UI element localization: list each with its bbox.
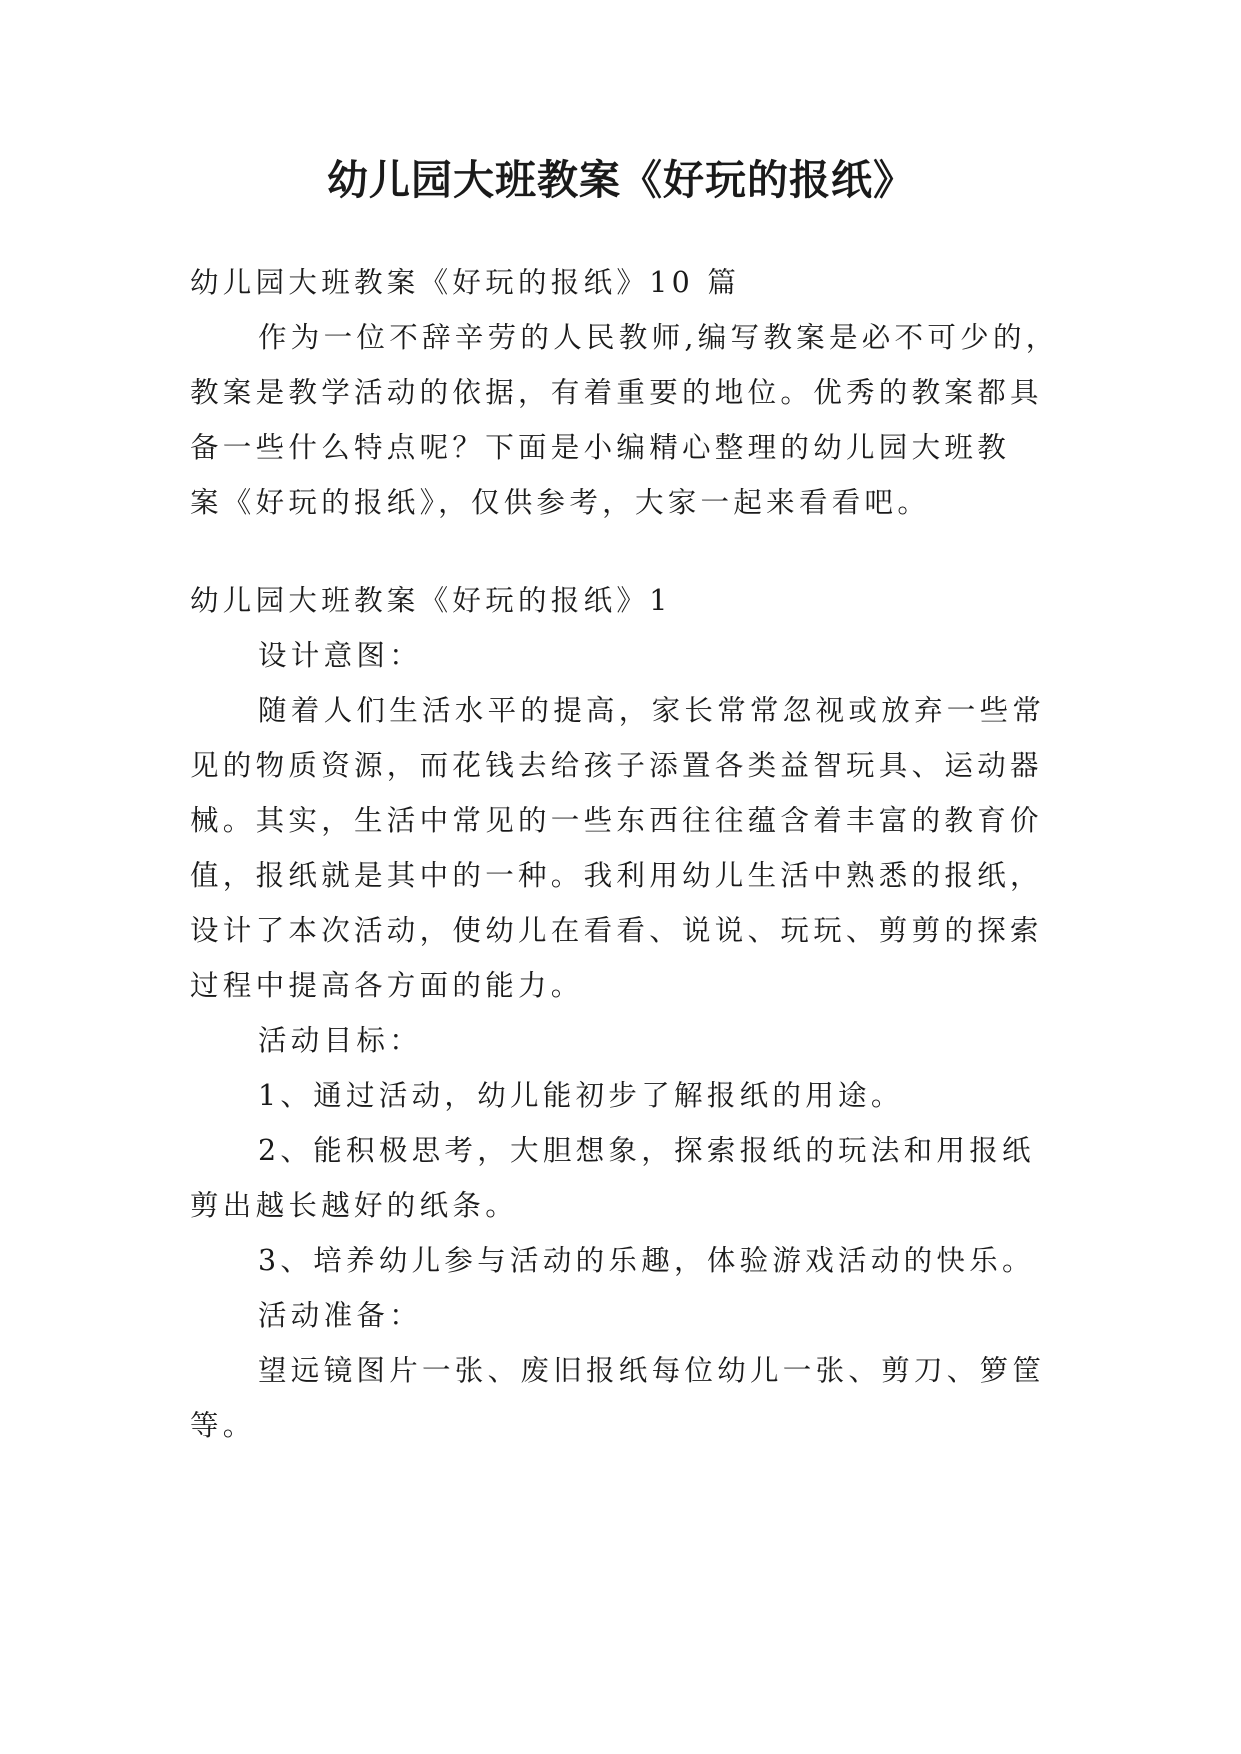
intro-paragraph-line-1: 作为一位不辞辛劳的人民教师,编写教案是必不可少的， bbox=[258, 321, 1059, 354]
design-intent-line-3: 械。其实，生活中常见的一些东西往往蕴含着丰富的教育价 bbox=[190, 804, 1043, 837]
design-intent-line-5: 设计了本次活动，使幼儿在看看、说说、玩玩、剪剪的探索 bbox=[190, 914, 1043, 947]
preparation-line-1: 望远镜图片一张、废旧报纸每位幼儿一张、剪刀、箩筐 bbox=[258, 1354, 1046, 1387]
preparation-line-2: 等。 bbox=[190, 1409, 256, 1442]
objectives-heading: 活动目标： bbox=[258, 1024, 423, 1057]
objective-1: 1、通过活动，幼儿能初步了解报纸的用途。 bbox=[258, 1079, 904, 1112]
design-intent-heading: 设计意图： bbox=[258, 639, 423, 672]
objective-2-line-2: 剪出越长越好的纸条。 bbox=[190, 1189, 519, 1222]
design-intent-line-2: 见的物质资源，而花钱去给孩子添置各类益智玩具、运动器 bbox=[190, 749, 1043, 782]
document-title: 幼儿园大班教案《好玩的报纸》 bbox=[327, 156, 915, 204]
section-heading-lesson-1: 幼儿园大班教案《好玩的报纸》1 bbox=[190, 584, 672, 617]
section-heading-collection: 幼儿园大班教案《好玩的报纸》10 篇 bbox=[190, 266, 741, 299]
preparation-heading: 活动准备： bbox=[258, 1299, 423, 1332]
intro-paragraph-line-3: 备一些什么特点呢？下面是小编精心整理的幼儿园大班教 bbox=[190, 431, 1011, 464]
objective-3: 3、培养幼儿参与活动的乐趣，体验游戏活动的快乐。 bbox=[258, 1244, 1035, 1277]
design-intent-line-6: 过程中提高各方面的能力。 bbox=[190, 969, 584, 1002]
objective-2-line-1: 2、能积极思考，大胆想象，探索报纸的玩法和用报纸 bbox=[258, 1134, 1035, 1167]
intro-paragraph-line-4: 案《好玩的报纸》，仅供参考，大家一起来看看吧。 bbox=[190, 486, 931, 519]
intro-paragraph-line-2: 教案是教学活动的依据，有着重要的地位。优秀的教案都具 bbox=[190, 376, 1043, 409]
design-intent-line-4: 值，报纸就是其中的一种。我利用幼儿生活中熟悉的报纸， bbox=[190, 859, 1043, 892]
design-intent-line-1: 随着人们生活水平的提高，家长常常忽视或放弃一些常 bbox=[258, 694, 1046, 727]
